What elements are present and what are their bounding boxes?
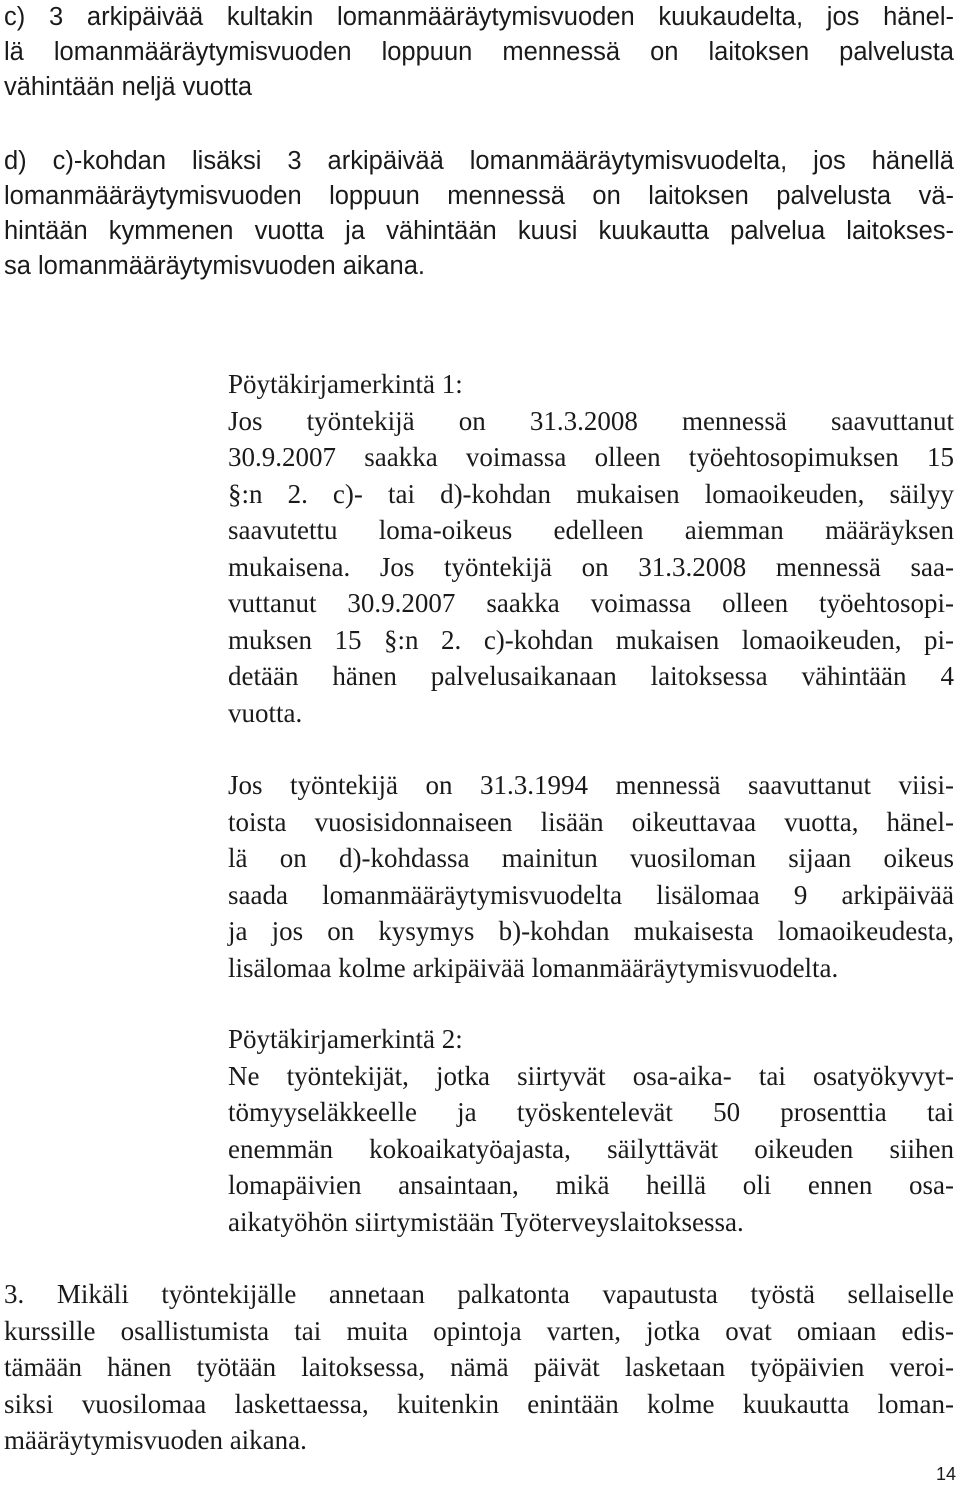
protocol-note-1b-line: Jos työntekijä on 31.3.1994 mennessä saavuttanut viisi- [228,770,954,800]
item-c-line: vähintään neljä vuotta [4,73,253,101]
protocol-note-2-heading: Pöytäkirjamerkintä 2: [228,1024,463,1054]
protocol-note-1-line: saavutettu loma-oikeus edelleen aiemman määräyksen [228,515,954,545]
protocol-note-1-line: Jos työntekijä on 31.3.2008 mennessä saavuttanut [228,405,954,436]
item-d-line: d) c)-kohdan lisäksi 3 arkipäivää lomanmääräytymisvuodelta, jos hänellä [4,147,954,175]
protocol-note-1 [228,366,954,731]
protocol-note-1b-line: lä on d)-kohdassa mainitun vuosiloman sijaan oikeus [228,843,954,873]
protocol-note-1-line: 30.9.2007 saakka voimassa olleen työehtosopimuksen 15 [228,442,954,472]
protocol-note-1-heading: Pöytäkirjamerkintä 1: [228,369,463,399]
item-c-line: c) 3 arkipäivää kultakin lomanmääräytymisvuoden kuukaudelta, jos hänel- [4,3,954,31]
section-3-line: kurssille osallistumista tai muita opintoja varten, jotka ovat omiaan edis- [4,1315,954,1346]
protocol-note-2-line: aikatyöhön siirtymistään Työterveyslaitoksessa. [228,1206,744,1237]
section-3-line: määräytymisvuoden aikana. [4,1425,307,1455]
protocol-note-1b-line: toista vuosisidonnaiseen lisään oikeuttavaa vuotta, hänel- [228,806,954,837]
protocol-note-2 [228,1021,954,1240]
protocol-note-1-line: vuttanut 30.9.2007 saakka voimassa olleen työehtosopi- [228,588,954,618]
item-d-line: hintään kymmenen vuotta ja vähintään kuusi kuukautta palvelua laitokses- [4,217,954,245]
protocol-note-1-line: §:n 2. c)- tai d)-kohdan mukaisen lomaoikeuden, säilyy [228,478,954,509]
protocol-note-1b-line: ja jos on kysymys b)-kohdan mukaisesta lomaoikeudesta, [228,916,954,946]
protocol-note-1b-line: saada lomanmääräytymisvuodelta lisälomaa 9 arkipäivää [228,879,954,910]
protocol-note-1-line: vuotta. [228,697,303,728]
item-d-paragraph [4,144,954,284]
protocol-note-1b-line: lisälomaa kolme arkipäivää lomanmääräytymisvuodelta. [228,952,839,983]
item-c-line: lä lomanmääräytymisvuoden loppuun mennessä on laitoksen palvelusta [4,38,954,66]
protocol-note-1-continuation [228,767,954,986]
protocol-note-1-line: detään hänen palvelusaikanaan laitoksessa vähintään 4 [228,661,954,691]
item-d-line: lomanmääräytymisvuoden loppuun mennessä on laitoksen palvelusta vä- [4,182,954,210]
item-d-line: sa lomanmääräytymisvuoden aikana. [4,252,425,280]
section-3-line: siksi vuosilomaa laskettaessa, kuitenkin enintään kolme kuukautta loman- [4,1388,954,1419]
section-3-paragraph [4,1276,954,1459]
section-3-line: 3. Mikäli työntekijälle annetaan palkatonta vapautusta työstä sellaiselle [4,1279,954,1309]
protocol-note-1-line: mukaisena. Jos työntekijä on 31.3.2008 mennessä saa- [228,551,954,582]
protocol-note-2-line: tömyyseläkkeelle ja työskentelevät 50 prosenttia tai [228,1097,954,1127]
item-c-paragraph [4,0,954,105]
page-number: 14 [935,1464,956,1484]
protocol-note-2-line: lomapäivien ansaintaan, mikä heillä oli ennen osa- [228,1170,954,1200]
protocol-note-1-line: muksen 15 §:n 2. c)-kohdan mukaisen lomaoikeuden, pi- [228,624,954,655]
protocol-note-2-line: enemmän kokoaikatyöajasta, säilyttävät oikeuden siihen [228,1133,954,1164]
protocol-note-2-line: Ne työntekijät, jotka siirtyvät osa-aika- tai osatyökyvyt- [228,1060,954,1091]
section-3-line: tämään hänen työtään laitoksessa, nämä päivät lasketaan työpäivien veroi- [4,1352,954,1382]
